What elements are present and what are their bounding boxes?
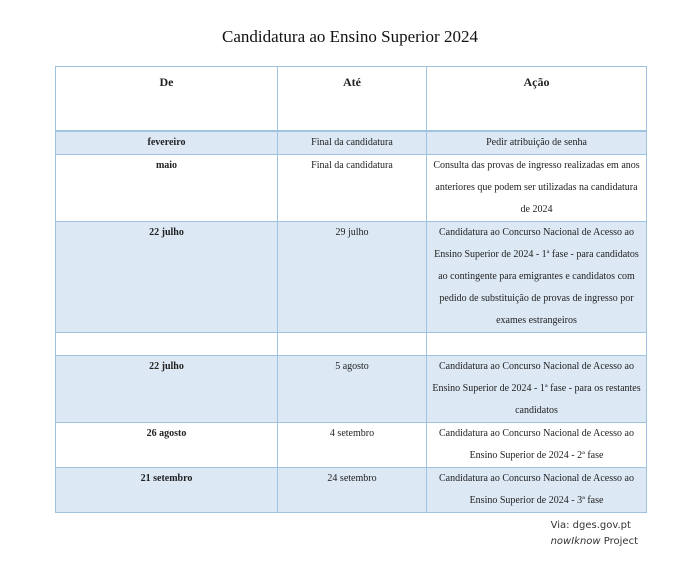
row-to-text: 5 agosto bbox=[335, 361, 369, 372]
row-to bbox=[278, 131, 427, 155]
row-action bbox=[427, 222, 647, 333]
table-row bbox=[56, 222, 647, 333]
row-from bbox=[56, 356, 278, 423]
row-action bbox=[427, 333, 647, 356]
table-header-row bbox=[56, 67, 647, 132]
page-title: Candidatura ao Ensino Superior 2024 bbox=[222, 27, 478, 46]
table-row bbox=[56, 423, 647, 468]
row-from bbox=[56, 423, 278, 468]
row-action-text: Consulta das provas de ingresso realizadas em anos anteriores que podem ser utilizadas na candidatura de 2024 bbox=[433, 160, 640, 215]
row-to-text: Final da candidatura bbox=[311, 160, 393, 171]
row-action bbox=[427, 423, 647, 468]
table-row bbox=[56, 468, 647, 513]
row-to-text: Final da candidatura bbox=[311, 137, 393, 148]
credit-project-rest: Project bbox=[600, 536, 638, 547]
row-action-text: Pedir atribuição de senha bbox=[486, 137, 587, 148]
header-to: Até bbox=[278, 67, 427, 132]
row-to bbox=[278, 468, 427, 513]
row-from-text: maio bbox=[155, 160, 178, 171]
row-to-text: 4 setembro bbox=[329, 428, 375, 439]
row-action-text: Candidatura ao Concurso Nacional de Acesso ao Ensino Superior de 2024 - 1ª fase - para os restantes candidatos bbox=[432, 361, 641, 416]
table-row-empty bbox=[56, 333, 647, 356]
row-action-text: Candidatura ao Concurso Nacional de Acesso ao Ensino Superior de 2024 - 1ª fase - para candidatos ao contingente para emigrantes e candidatos com pedido de substituição de provas de ingresso por exames estrangeiros bbox=[434, 227, 639, 326]
row-to bbox=[278, 423, 427, 468]
row-from-text: 22 julho bbox=[149, 227, 184, 238]
row-action bbox=[427, 468, 647, 513]
row-from bbox=[56, 222, 278, 333]
row-from-text: 26 agosto bbox=[146, 428, 187, 439]
row-action bbox=[427, 131, 647, 155]
row-from-text: 22 julho bbox=[149, 361, 184, 372]
header-from: De bbox=[56, 67, 278, 132]
row-action bbox=[427, 356, 647, 423]
schedule-table bbox=[55, 66, 647, 513]
row-to-text: 29 julho bbox=[335, 227, 369, 238]
table-row bbox=[56, 131, 647, 155]
credit-project bbox=[551, 534, 638, 550]
row-from-text: fevereiro bbox=[147, 137, 186, 148]
credit bbox=[551, 518, 638, 550]
row-from-text: 21 setembro bbox=[140, 473, 193, 484]
row-action-text: Candidatura ao Concurso Nacional de Acesso ao Ensino Superior de 2024 - 2ª fase bbox=[439, 428, 634, 461]
table-row bbox=[56, 155, 647, 222]
row-action bbox=[427, 155, 647, 222]
credit-project-italic: nowIknow bbox=[550, 536, 601, 547]
row-from bbox=[56, 333, 278, 356]
row-to bbox=[278, 333, 427, 356]
row-to bbox=[278, 155, 427, 222]
row-action-text: Candidatura ao Concurso Nacional de Acesso ao Ensino Superior de 2024 - 3ª fase bbox=[439, 473, 634, 506]
row-to-text: 24 setembro bbox=[327, 473, 377, 484]
row-from bbox=[56, 468, 278, 513]
header-action: Ação bbox=[427, 67, 647, 132]
row-from bbox=[56, 155, 278, 222]
row-to bbox=[278, 222, 427, 333]
credit-source: Via: dges.gov.pt bbox=[550, 520, 631, 531]
row-from bbox=[56, 131, 278, 155]
row-to bbox=[278, 356, 427, 423]
table-row bbox=[56, 356, 647, 423]
